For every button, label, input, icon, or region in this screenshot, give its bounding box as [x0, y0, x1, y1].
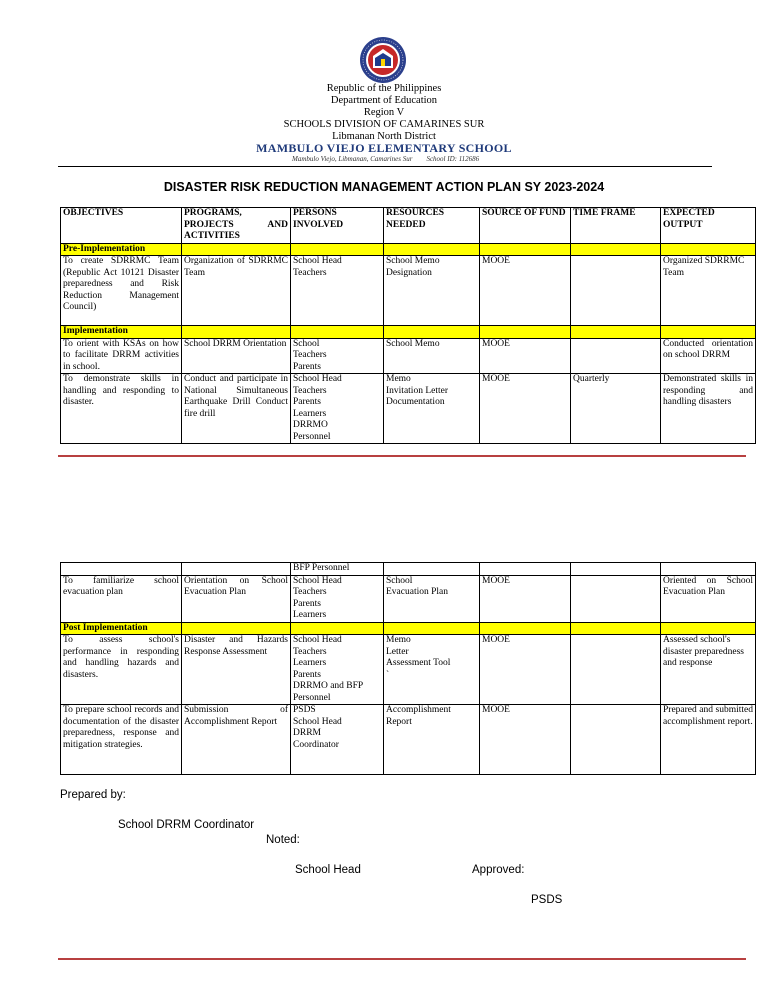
- person-item: Parents: [293, 397, 321, 407]
- resource-item: Evacuation Plan: [386, 587, 448, 597]
- persons-cell: [291, 635, 384, 705]
- section-label: Pre-Implementation: [61, 243, 182, 256]
- fund-cell: MOOE: [480, 575, 571, 622]
- resources-cell: [384, 338, 480, 374]
- persons-cell: BFP Personnel: [291, 563, 384, 576]
- approved-label: Approved:: [472, 864, 525, 876]
- person-item: School Head: [293, 256, 342, 266]
- time-cell: [571, 705, 661, 775]
- resource-item: Documentation: [386, 397, 445, 407]
- resource-item: Memo: [386, 635, 411, 645]
- table-row: [61, 338, 756, 374]
- person-item: Learners: [293, 658, 327, 668]
- program-cell: Conduct and participate in National Simultaneous Earthquake Drill Conduct fire drill: [182, 374, 291, 444]
- table-row: [61, 635, 756, 705]
- fund-cell: MOOE: [480, 338, 571, 374]
- time-cell: Quarterly: [571, 374, 661, 444]
- table-row: [61, 256, 756, 326]
- objective-cell: To create SDRRMC Team (Republic Act 10121 Disaster preparedness and Risk Reduction Management Council): [61, 256, 182, 326]
- persons-cell: [291, 256, 384, 326]
- person-item: School Head: [293, 716, 342, 727]
- header-republic: Republic of the Philippines: [326, 83, 442, 94]
- footer-rule: [58, 958, 746, 960]
- resources-cell: [384, 575, 480, 622]
- action-plan-table-part1: [60, 207, 756, 444]
- person-item: Parents: [293, 669, 321, 680]
- col-programs: PROGRAMS, PROJECTS AND ACTIVITIES: [182, 208, 291, 244]
- person-item: Parents: [293, 361, 321, 372]
- header-division: SCHOOLS DIVISION OF CAMARINES SUR: [283, 119, 485, 130]
- objective-cell: To demonstrate skills in handling and responding to disaster.: [61, 374, 182, 444]
- section-label: Implementation: [61, 326, 182, 339]
- resources-cell: [384, 256, 480, 326]
- section-label: Post Implementation: [61, 622, 182, 635]
- person-item: Personnel: [293, 692, 331, 703]
- person-item: Personnel: [293, 431, 331, 442]
- person-item: Teachers: [293, 350, 327, 360]
- noted-label: Noted:: [266, 834, 300, 846]
- col-objectives: OBJECTIVES: [61, 208, 182, 244]
- output-cell: Conducted orientation on school DRRM: [661, 338, 756, 374]
- col-resources: RESOURCES NEEDED: [384, 208, 480, 244]
- person-item: School Head: [293, 575, 342, 586]
- resource-item: Designation: [386, 267, 432, 278]
- time-cell: [571, 575, 661, 622]
- person-item: DRRMO: [293, 420, 328, 430]
- resources-cell: [384, 374, 480, 444]
- output-cell: Prepared and submitted accomplishment report.: [661, 705, 756, 775]
- col-persons: PERSONS INVOLVED: [291, 208, 384, 244]
- person-item: Teachers: [293, 646, 327, 657]
- resources-cell: [384, 705, 480, 775]
- table-row: [61, 705, 756, 775]
- person-item: Learners: [293, 408, 327, 419]
- fund-cell: MOOE: [480, 635, 571, 705]
- page-title: DISASTER RISK REDUCTION MANAGEMENT ACTION PLAN SY 2023-2024: [163, 180, 605, 194]
- header-divider: [58, 166, 712, 167]
- fund-cell: MOOE: [480, 705, 571, 775]
- time-cell: [571, 635, 661, 705]
- person-item: School: [293, 338, 320, 349]
- section-row: [61, 326, 756, 339]
- person-item: Teachers: [293, 267, 327, 278]
- action-plan-table-part2: [60, 562, 756, 775]
- table-header-row: [61, 208, 756, 244]
- person-item: School Head: [293, 635, 342, 645]
- persons-cell: [291, 374, 384, 444]
- col-output: EXPECTED OUTPUT: [661, 208, 756, 244]
- person-item: DRRMO and BFP: [293, 681, 364, 691]
- persons-cell: [291, 575, 384, 622]
- school-address: [292, 155, 479, 163]
- time-cell: [571, 256, 661, 326]
- program-cell: Orientation on School Evacuation Plan: [182, 575, 291, 622]
- header-district: Libmanan North District: [332, 131, 436, 142]
- person-item: Parents: [293, 598, 321, 609]
- person-item: Teachers: [293, 587, 327, 597]
- program-cell: Organization of SDRRMC Team: [182, 256, 291, 326]
- resource-item: Letter: [386, 646, 409, 657]
- objective-cell: To prepare school records and documentation of the disaster preparedness, response and mitigation strategies.: [61, 705, 182, 775]
- col-fund: SOURCE OF FUND: [480, 208, 571, 244]
- page-break-rule: [58, 455, 746, 457]
- resources-cell: [384, 635, 480, 705]
- resource-item: Memo: [386, 374, 411, 384]
- col-time: TIME FRAME: [571, 208, 661, 244]
- program-cell: Disaster and Hazards Response Assessment: [182, 635, 291, 705]
- output-cell: Organized SDRRMC Team: [661, 256, 756, 326]
- prepared-by-label: Prepared by:: [60, 789, 126, 801]
- fund-cell: MOOE: [480, 374, 571, 444]
- section-row: [61, 243, 756, 256]
- objective-cell: To orient with KSAs on how to facilitate DRRM activities in school.: [61, 338, 182, 374]
- program-cell: School DRRM Orientation: [182, 338, 291, 374]
- objective-cell: To assess school's performance in responding and handling hazards and disasters.: [61, 635, 182, 705]
- resource-item: School Memo: [386, 338, 440, 349]
- resource-item: Invitation Letter: [386, 385, 448, 396]
- output-cell: Demonstrated skills in responding and handling disasters: [661, 374, 756, 444]
- resource-item: School Memo: [386, 256, 440, 266]
- address-text: Mambulo Viejo, Libmanan, Camarines Sur: [292, 155, 413, 163]
- psds-label: PSDS: [531, 894, 563, 906]
- person-item: Learners: [293, 610, 327, 620]
- resource-item: `: [386, 669, 390, 680]
- persons-cell: [291, 705, 384, 775]
- header-department: Department of Education: [330, 95, 438, 106]
- school-head-label: School Head: [295, 864, 361, 876]
- person-item: DRRM: [293, 728, 321, 738]
- table-row: [61, 374, 756, 444]
- resource-item: School: [386, 575, 413, 586]
- school-name: MAMBULO VIEJO ELEMENTARY SCHOOL: [256, 141, 512, 155]
- school-id: School ID: 112686: [426, 155, 480, 163]
- resource-item: Assessment Tool: [386, 658, 451, 668]
- objective-cell: To familiarize school evacuation plan: [61, 575, 182, 622]
- person-item: PSDS: [293, 705, 316, 715]
- header-region: Region V: [363, 107, 405, 118]
- table-row: [61, 575, 756, 622]
- program-cell: Submission of Accomplishment Report: [182, 705, 291, 775]
- person-item: School Head: [293, 374, 342, 384]
- table-row: [61, 563, 756, 576]
- resource-item: Report: [386, 716, 412, 727]
- resource-item: Accomplishment: [386, 705, 451, 715]
- fund-cell: MOOE: [480, 256, 571, 326]
- persons-cell: [291, 338, 384, 374]
- section-row: [61, 622, 756, 635]
- coordinator-label: School DRRM Coordinator: [118, 819, 255, 831]
- output-cell: Assessed school's disaster preparedness and response: [661, 635, 756, 705]
- person-item: Coordinator: [293, 739, 339, 750]
- output-cell: Oriented on School Evacuation Plan: [661, 575, 756, 622]
- person-item: Teachers: [293, 385, 327, 396]
- time-cell: [571, 338, 661, 374]
- deped-seal-icon: [359, 36, 407, 84]
